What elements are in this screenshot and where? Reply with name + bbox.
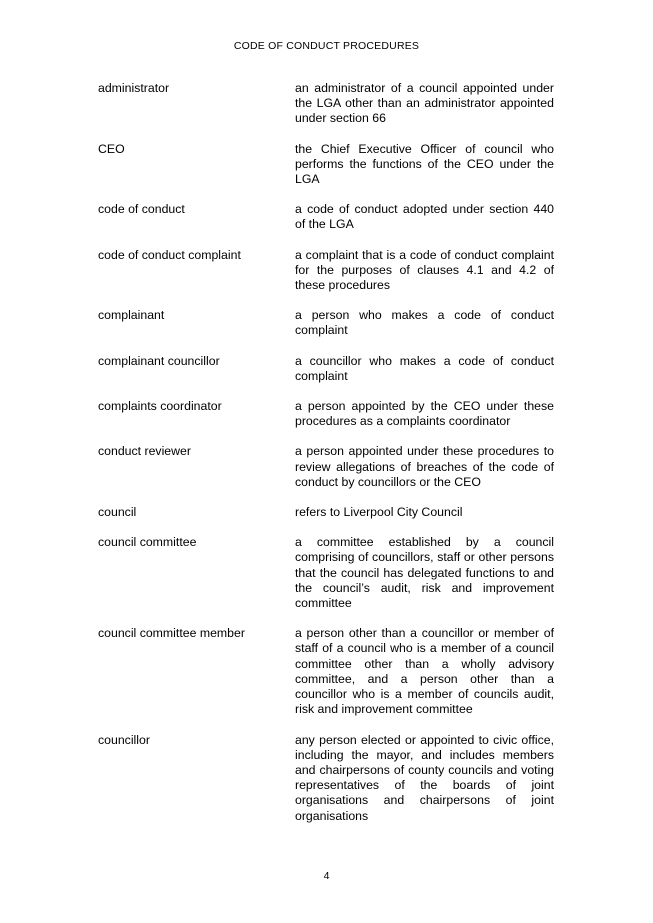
definition-term: complaints coordinator bbox=[98, 399, 222, 414]
definition-row bbox=[98, 733, 556, 824]
definition-text: refers to Liverpool City Council bbox=[295, 505, 463, 520]
definition-row bbox=[98, 354, 556, 384]
definition-row bbox=[98, 535, 556, 611]
definition-text: a person appointed under these procedures to review allegations of breaches of the code of conduct by councillors or the CEO bbox=[295, 444, 554, 489]
definition-term: CEO bbox=[98, 141, 125, 156]
definition-row bbox=[98, 142, 556, 188]
page-number: 4 bbox=[323, 870, 330, 882]
definition-text: a complaint that is a code of conduct complaint for the purposes of clauses 4.1 and 4.2 of these procedures bbox=[295, 247, 554, 293]
definition-term: council bbox=[98, 505, 137, 520]
definition-row bbox=[98, 308, 556, 338]
definition-text: an administrator of a council appointed under the LGA other than an administrator appointed under section 66 bbox=[295, 81, 554, 126]
definition-text: the Chief Executive Officer of council who performs the functions of the CEO under the LGA bbox=[295, 141, 554, 187]
definition-term: administrator bbox=[98, 81, 170, 95]
definition-term: complainant bbox=[98, 308, 165, 323]
definition-row bbox=[98, 626, 556, 717]
definition-row bbox=[98, 248, 556, 294]
definition-row bbox=[98, 81, 556, 127]
definition-text: a code of conduct adopted under section 440 of the LGA bbox=[295, 202, 554, 232]
definition-term: complainant councillor bbox=[98, 353, 220, 368]
definition-text: a committee established by a council comprising of councillors, staff or other persons that the council has delegated functions to and the council’s audit, risk and improvement committee bbox=[295, 535, 554, 611]
definition-row bbox=[98, 444, 556, 490]
definition-term: council committee member bbox=[98, 626, 245, 641]
definition-text: any person elected or appointed to civic office, including the mayor, and includes members and chairpersons of county councils and voting representatives of the boards of joint organisations and chairpersons of joint organisations bbox=[295, 732, 554, 823]
definition-text: a person who makes a code of conduct complaint bbox=[295, 308, 554, 338]
page-header: CODE OF CONDUCT PROCEDURES bbox=[233, 40, 420, 52]
definition-term: code of conduct complaint bbox=[98, 247, 241, 262]
definition-row bbox=[98, 505, 556, 520]
definition-text: a person appointed by the CEO under these procedures as a complaints coordinator bbox=[295, 399, 554, 429]
definitions-list bbox=[98, 81, 556, 839]
definition-term: council committee bbox=[98, 535, 197, 550]
definition-term: code of conduct bbox=[98, 202, 185, 217]
definition-text: a person other than a councillor or member of staff of a council who is a member of a council committee other than a wholly advisory committee, and a person other than a councillor who is a member of councils audit, risk and improvement committee bbox=[295, 626, 554, 717]
definition-text: a councillor who makes a code of conduct complaint bbox=[295, 353, 554, 383]
definition-term: councillor bbox=[98, 732, 150, 747]
definition-row bbox=[98, 399, 556, 429]
definition-term: conduct reviewer bbox=[98, 444, 191, 459]
definition-row bbox=[98, 202, 556, 232]
